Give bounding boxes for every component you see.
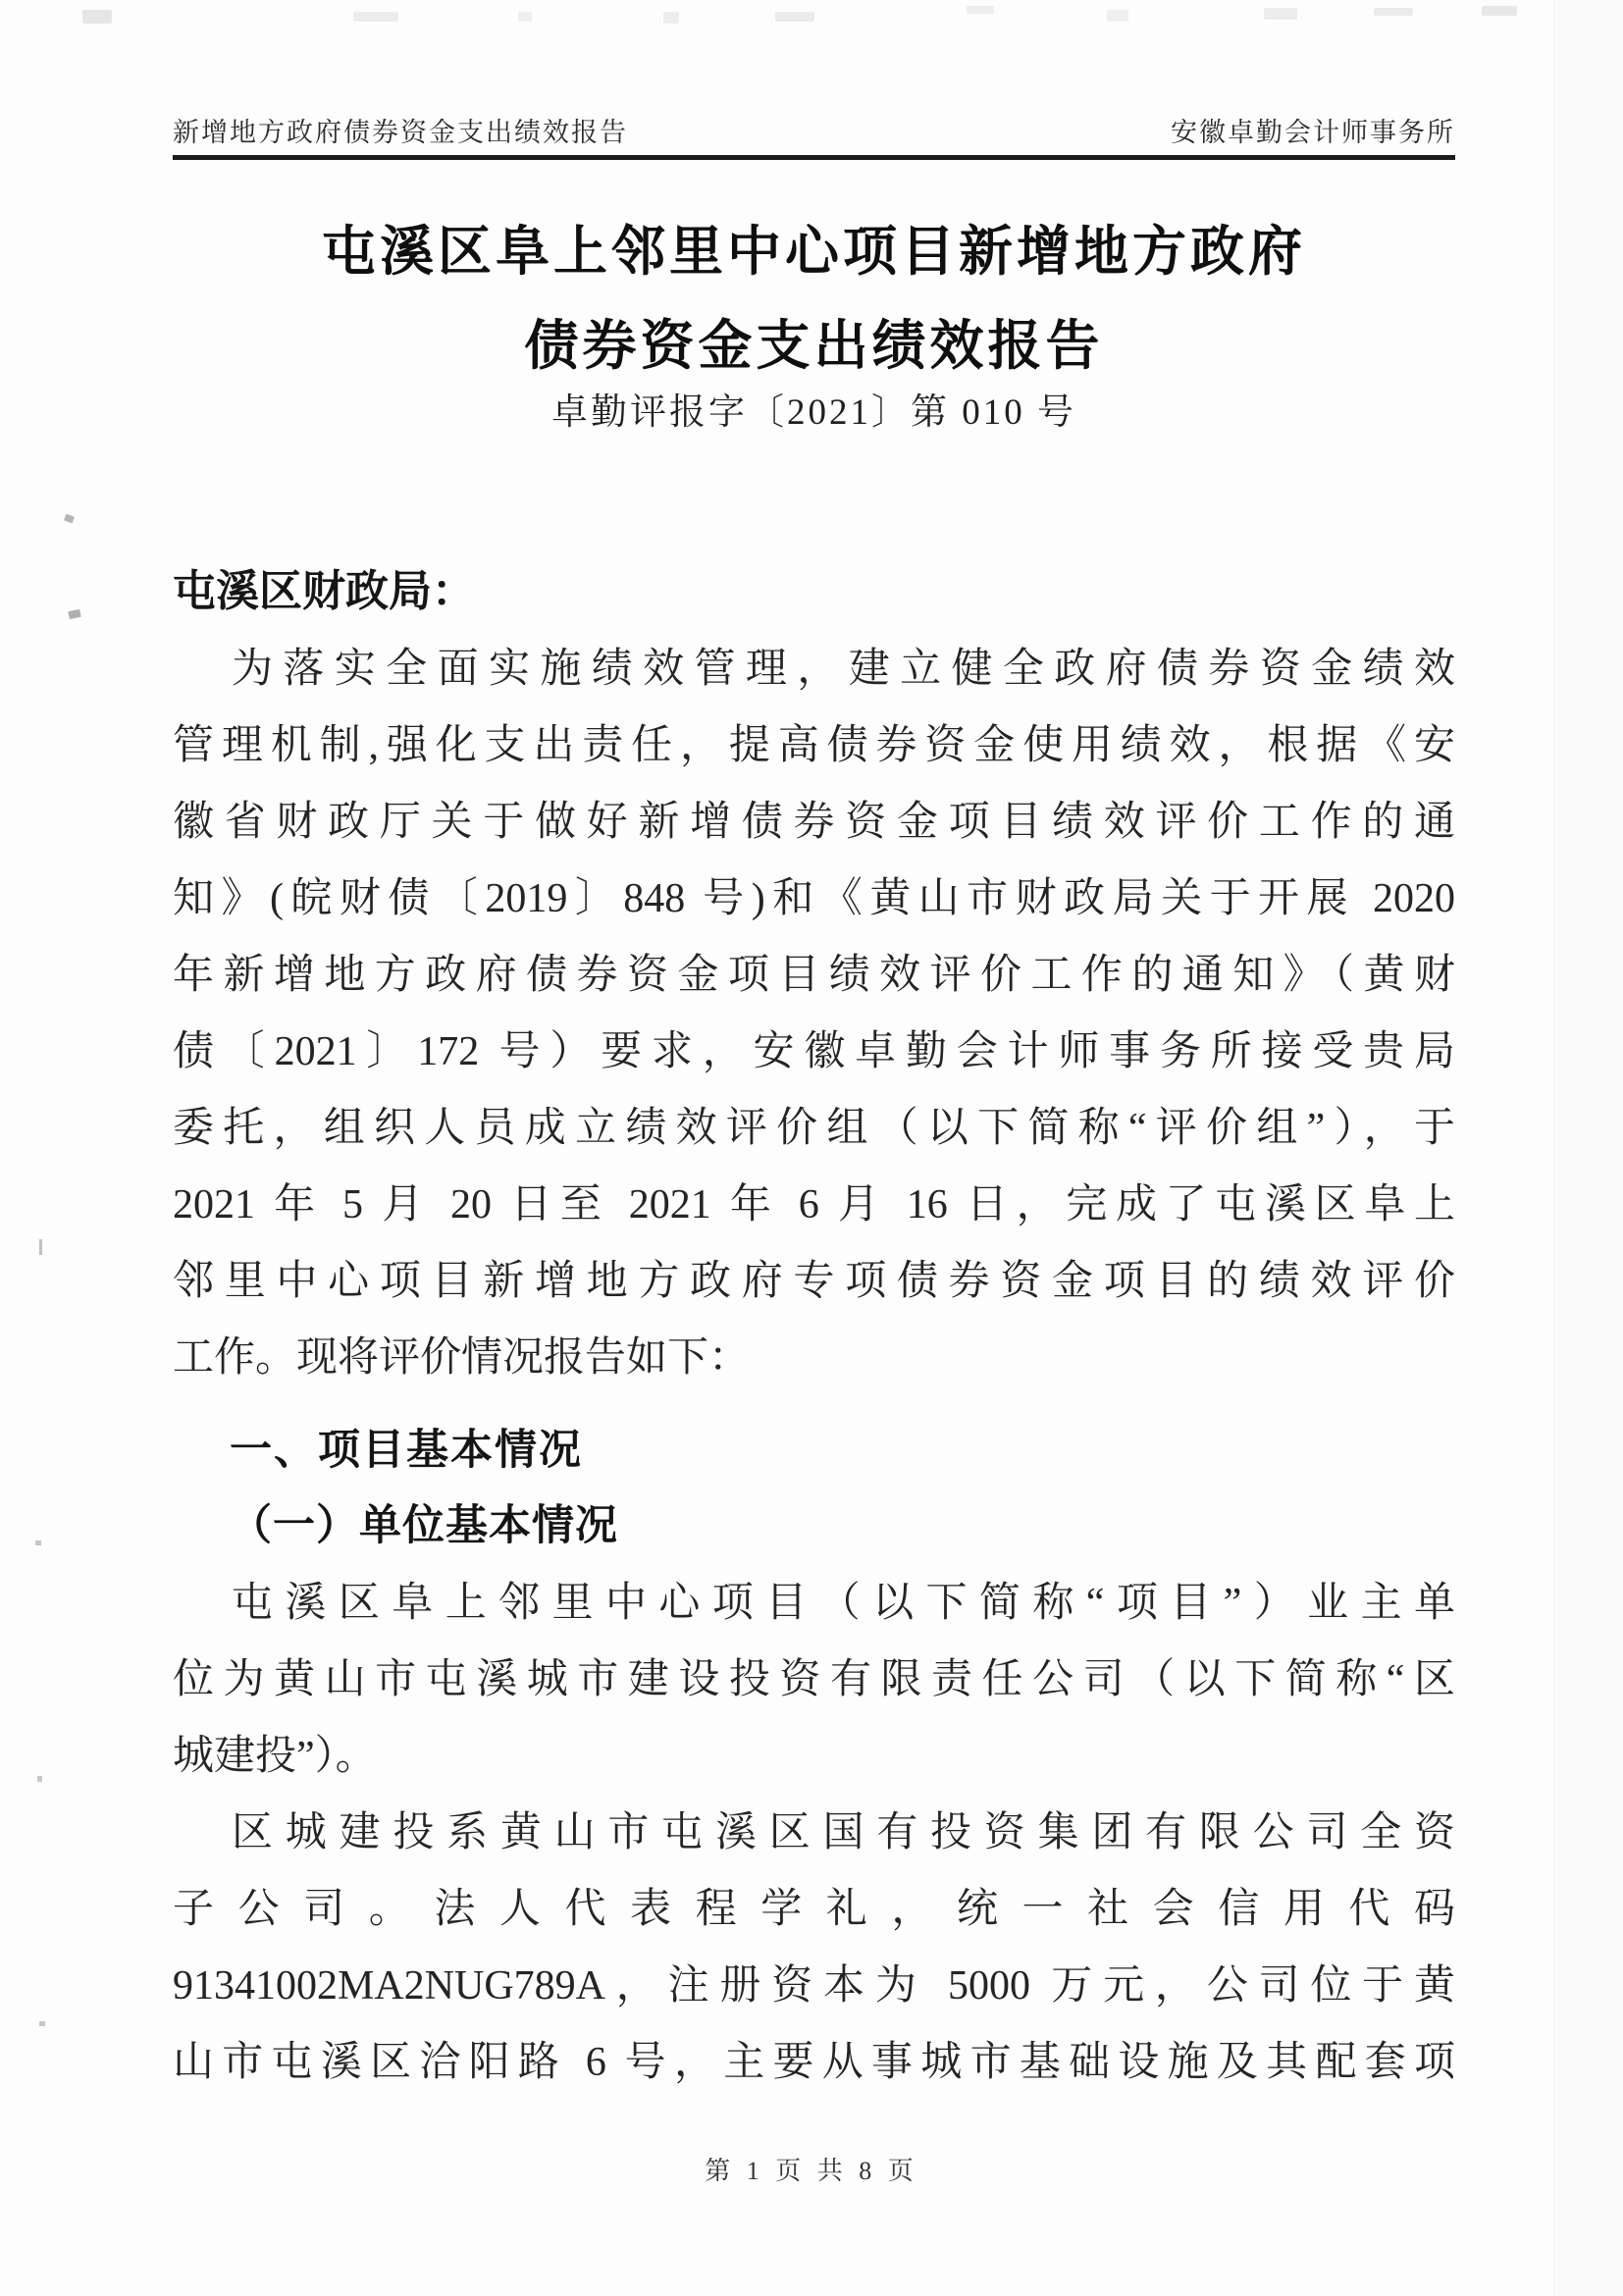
para2-line-3: 城建投”）。 bbox=[173, 1734, 377, 1779]
para3-line-3: 91341002MA2NUG789A，注册资本为 5000 万元，公司位于黄 bbox=[173, 1963, 1455, 2009]
para1-line-5: 年新增地方政府债券资金项目绩效评价工作的通知》（黄财 bbox=[173, 953, 1455, 998]
scan-artifact bbox=[39, 2021, 45, 2026]
para2-line-1: 屯溪区阜上邻里中心项目（以下简称“项目”）业主单 bbox=[232, 1581, 1455, 1626]
salutation: 屯溪区财政局： bbox=[173, 567, 475, 615]
scan-artifact bbox=[68, 609, 80, 619]
running-header bbox=[173, 0, 1455, 149]
para1-line-10: 工作。现将评价情况报告如下： bbox=[173, 1335, 751, 1381]
para1-line-7: 委托，组织人员成立绩效评价组（以下简称“评价组”），于 bbox=[173, 1106, 1455, 1151]
scan-artifact bbox=[82, 10, 112, 24]
scan-artifact bbox=[37, 1776, 42, 1782]
section-heading-1: 一、项目基本情况 bbox=[230, 1427, 583, 1474]
para1-line-8: 2021 年 5 月 20 日至 2021 年 6 月 16 日，完成了屯溪区阜上 bbox=[173, 1182, 1455, 1227]
para1-line-3: 徽省财政厅关于做好新增债券资金项目绩效评价工作的通 bbox=[173, 800, 1455, 845]
running-header-left: 新增地方政府债券资金支出绩效报告 bbox=[173, 118, 628, 147]
scan-artifact bbox=[64, 514, 75, 524]
para1-line-6: 债〔2021〕172 号）要求，安徽卓勤会计师事务所接受贵局 bbox=[173, 1029, 1455, 1074]
para1-line-9: 邻里中心项目新增地方政府专项债券资金项目的绩效评价 bbox=[173, 1259, 1455, 1304]
para3-line-4: 山市屯溪区洽阳路 6 号，主要从事城市基础设施及其配套项 bbox=[173, 2040, 1455, 2085]
para2-line-2: 位为黄山市屯溪城市建设投资有限责任公司（以下简称“区 bbox=[173, 1657, 1455, 1702]
document-content bbox=[173, 0, 1455, 2101]
section-heading-1-1: （一）单位基本情况 bbox=[230, 1503, 618, 1549]
scan-artifact bbox=[39, 1239, 42, 1255]
report-title-line-1: 屯溪区阜上邻里中心项目新增地方政府 bbox=[321, 222, 1306, 282]
header-rule bbox=[173, 155, 1455, 160]
page-number: 第 1 页 共 8 页 bbox=[705, 2157, 918, 2185]
report-title-line-2: 债券资金支出绩效报告 bbox=[524, 316, 1104, 376]
para3-line-2: 子公司。法人代表程学礼，统一社会信用代码 bbox=[173, 1887, 1455, 1932]
scan-artifact bbox=[35, 1540, 41, 1545]
document-number: 卓勤评报字〔2021〕第 010 号 bbox=[551, 392, 1076, 433]
running-header-right: 安徽卓勤会计师事务所 bbox=[1171, 118, 1455, 147]
para1-line-4: 知》(皖财债〔2019〕848 号)和《黄山市财政局关于开展 2020 bbox=[173, 876, 1455, 921]
scan-artifact bbox=[1553, 0, 1623, 2296]
para1-line-1: 为落实全面实施绩效管理，建立健全政府债券资金绩效 bbox=[232, 647, 1455, 692]
scan-artifact bbox=[1482, 6, 1517, 16]
para1-line-2: 管理机制,强化支出责任，提高债券资金使用绩效，根据《安 bbox=[173, 723, 1455, 768]
para3-line-1: 区城建投系黄山市屯溪区国有投资集团有限公司全资 bbox=[232, 1810, 1455, 1855]
